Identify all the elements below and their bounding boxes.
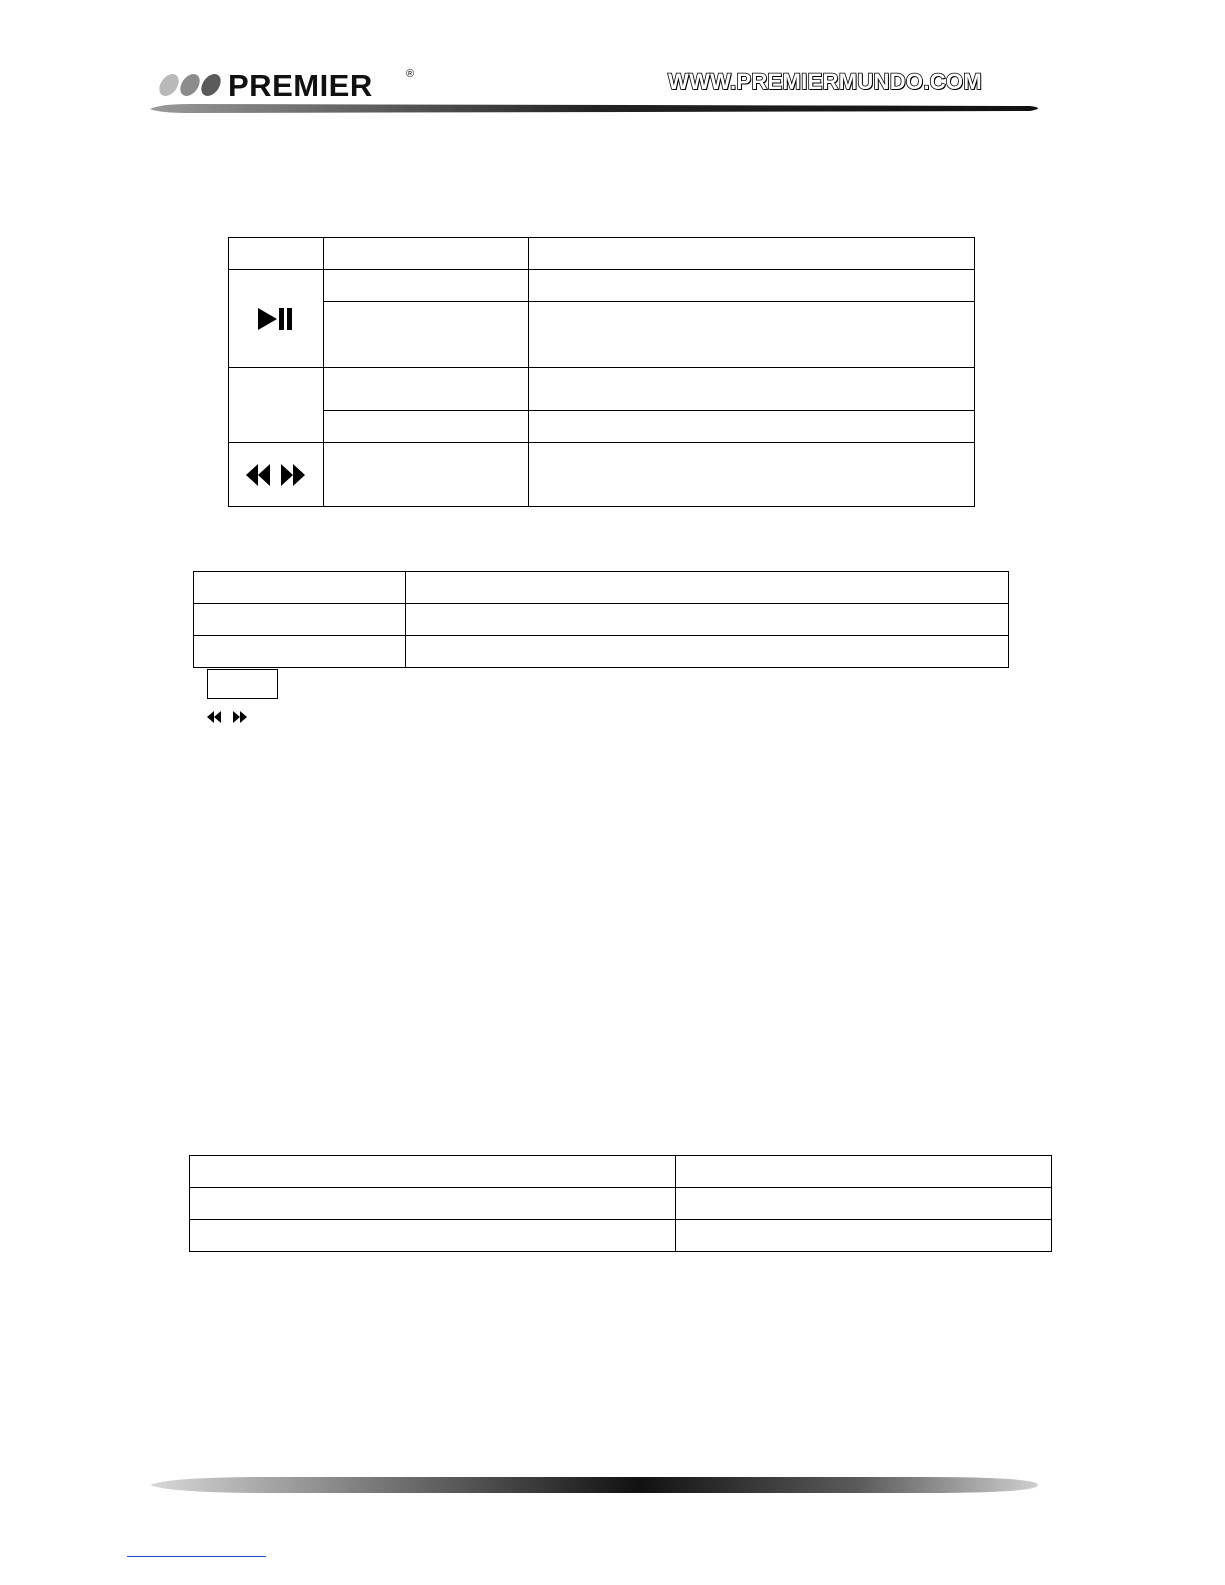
table-row	[229, 302, 975, 368]
table-row	[229, 368, 975, 411]
table-row	[190, 1156, 1052, 1188]
header-rule	[150, 103, 1046, 114]
skip-back-forward-icon	[206, 710, 250, 729]
play-pause-icon	[257, 307, 295, 331]
table-row	[194, 572, 1009, 604]
skip-back-forward-icon	[245, 463, 307, 487]
skip-cell	[229, 443, 324, 507]
website-url: WWW.PREMIERMUNDO.COM	[668, 69, 982, 94]
table-row	[190, 1188, 1052, 1220]
brand-name: PREMIER	[228, 68, 373, 103]
button-box	[207, 669, 278, 699]
table-row	[229, 443, 975, 507]
footer-rule	[150, 1476, 1038, 1494]
table-row	[190, 1220, 1052, 1252]
table-row	[229, 411, 975, 443]
play-pause-cell	[229, 270, 324, 368]
table-row	[229, 270, 975, 302]
registered-mark: ®	[406, 68, 415, 80]
table-row	[194, 604, 1009, 636]
table-row	[229, 238, 975, 270]
logo-dots-icon	[160, 74, 223, 101]
table-row	[194, 636, 1009, 668]
settings-table	[193, 571, 1009, 668]
link-underline	[127, 1556, 266, 1557]
premier-logo	[160, 66, 430, 102]
controls-table	[228, 237, 975, 507]
specs-table	[189, 1155, 1052, 1252]
